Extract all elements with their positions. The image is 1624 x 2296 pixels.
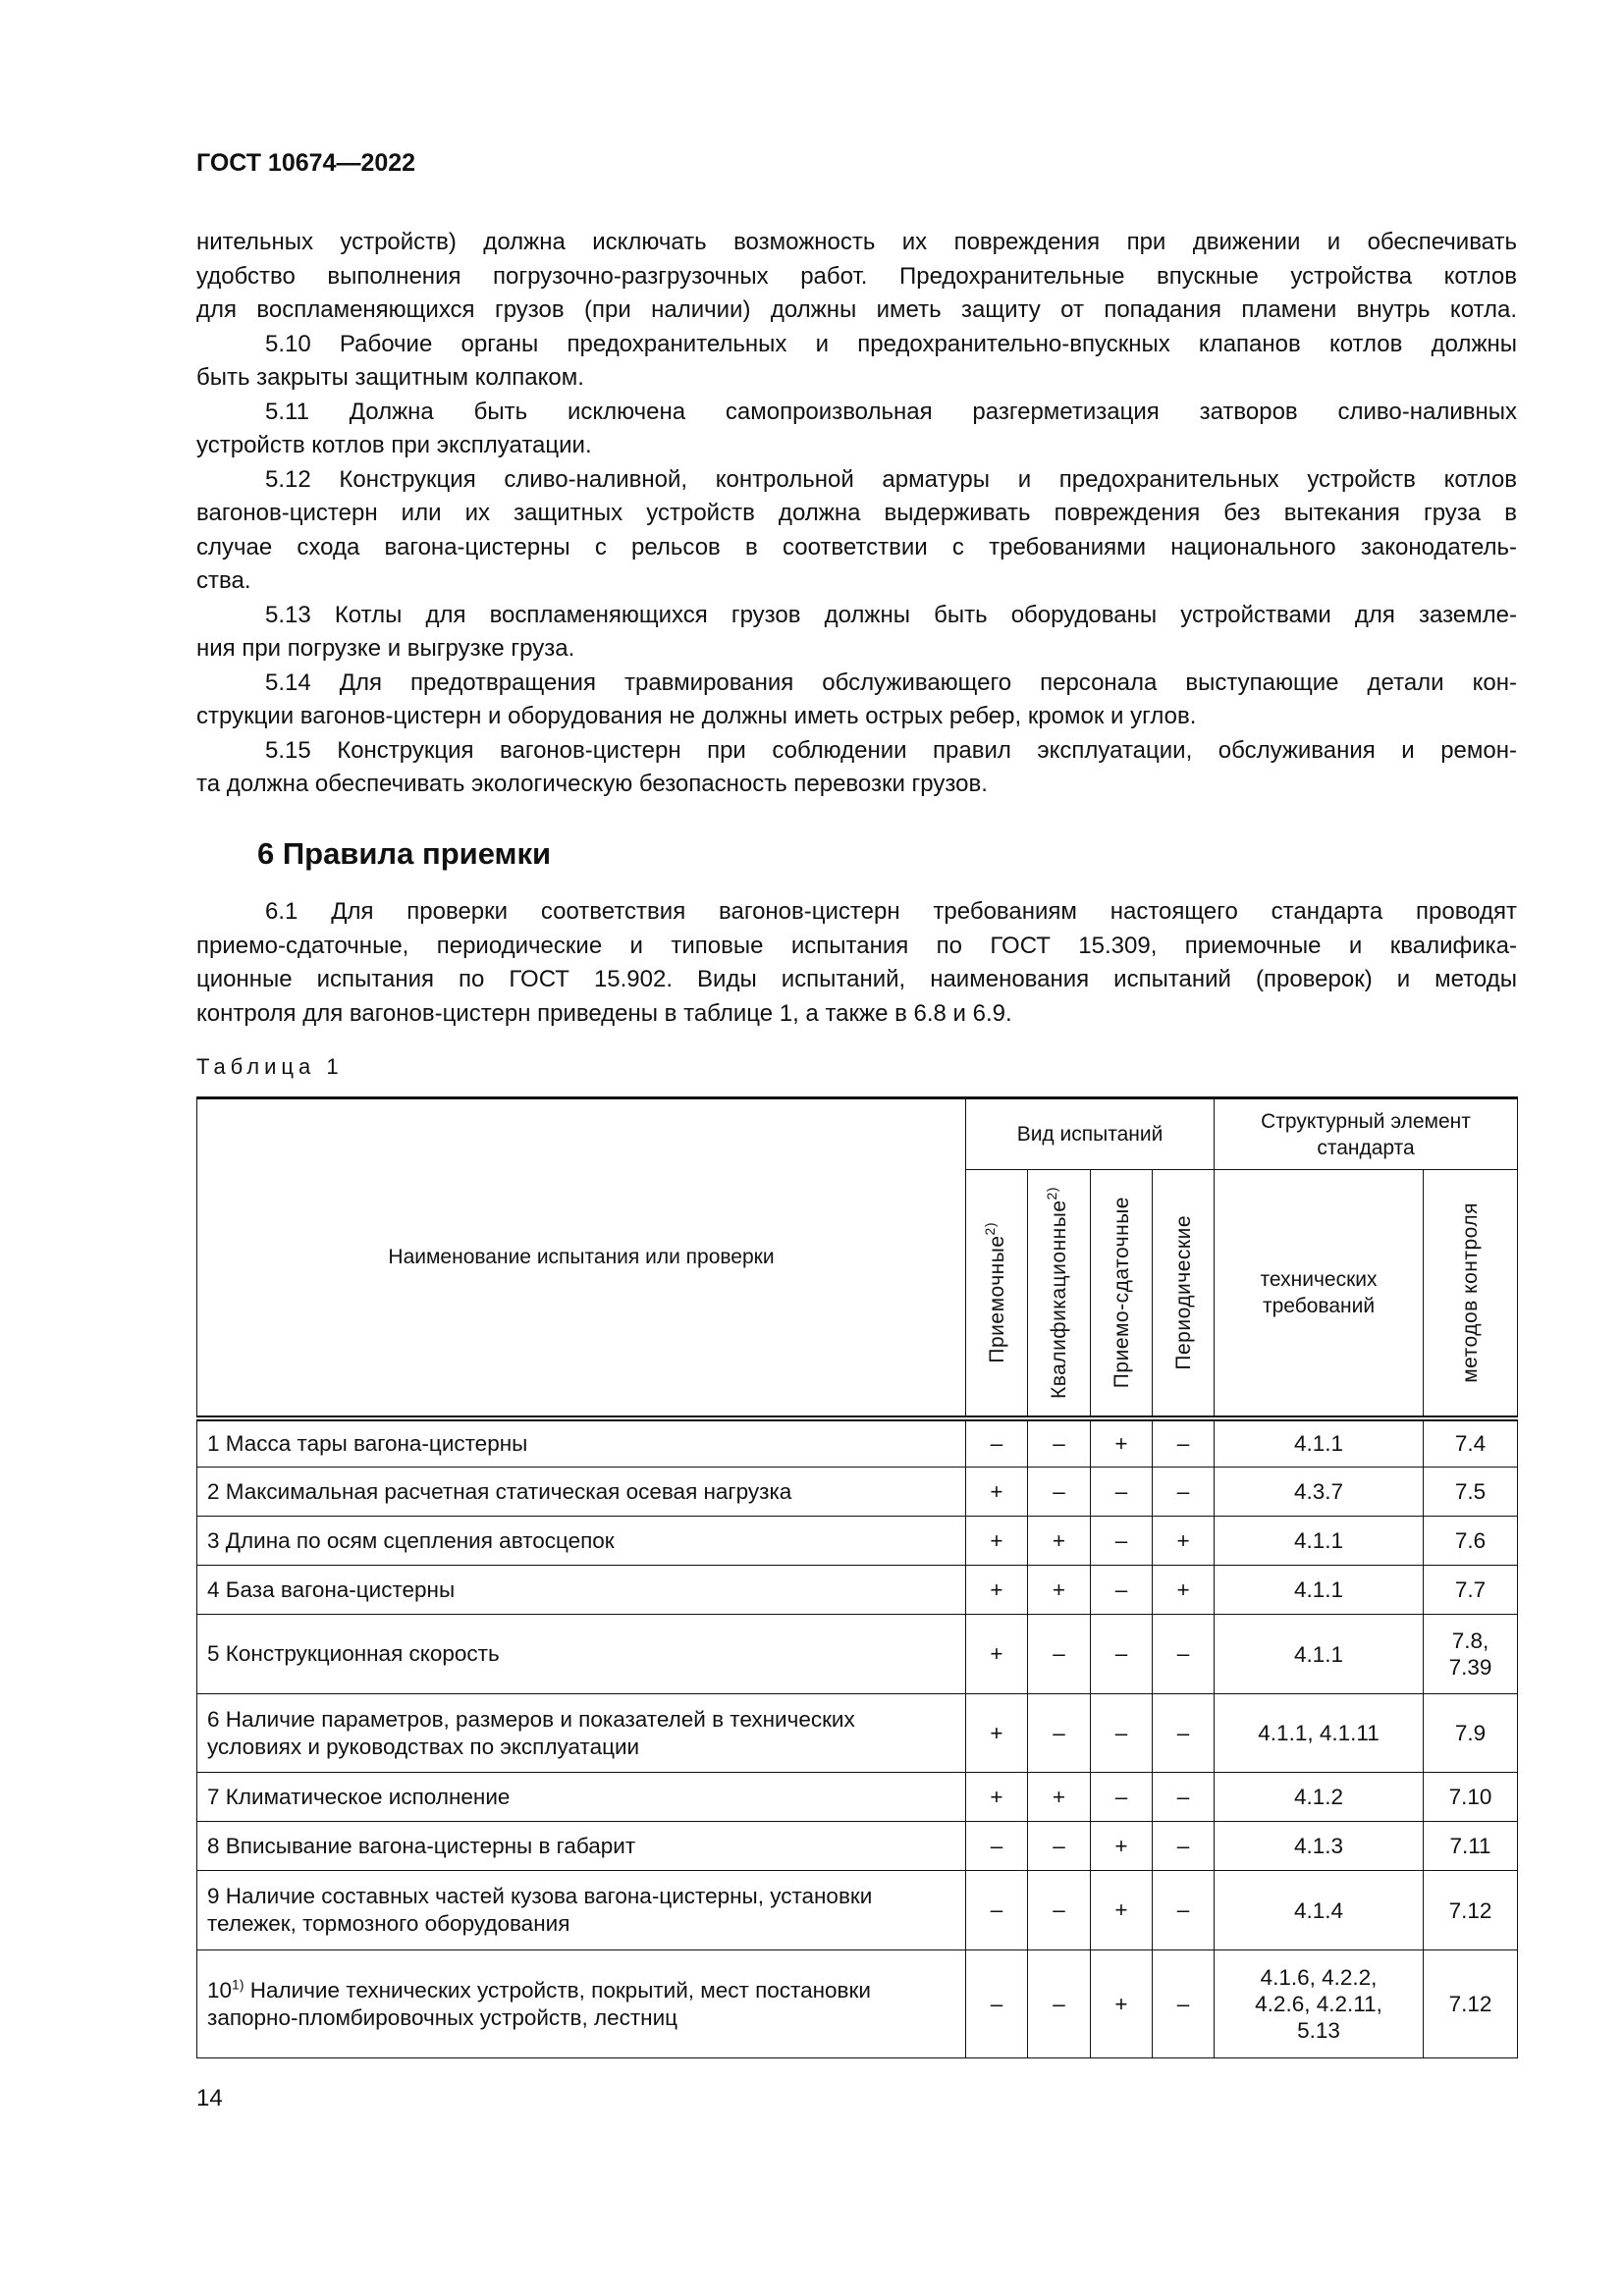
test-type-mark: – <box>1153 1418 1215 1468</box>
paragraph-line: вагонов-цистерн или их защитных устройств должна выдерживать повреждения без вытекания груза в <box>196 500 1517 526</box>
header-qualification: Квалификационные$^{2)}$ <box>1028 1170 1091 1418</box>
test-type-mark: – <box>1091 1773 1153 1822</box>
test-name: Масса тары вагона-цистерны <box>225 1430 528 1456</box>
test-name-cell <box>197 1615 966 1694</box>
test-name-cell <box>197 1871 966 1950</box>
test-type-mark: + <box>1091 1418 1153 1468</box>
test-type-mark: + <box>966 1773 1028 1822</box>
paragraph-line: ства. <box>196 567 251 594</box>
test-name: Наличие параметров, размеров и показателей в технических условиях и руководствах по эксплуатации <box>207 1706 855 1759</box>
paragraph-line: струкции вагонов-цистерн и оборудования не должны иметь острых ребер, кромок и углов. <box>196 703 1197 729</box>
test-type-mark: – <box>1153 1468 1215 1517</box>
test-type-mark: + <box>1028 1517 1091 1566</box>
table-row <box>197 1615 1518 1694</box>
header-handover: Приемо-сдаточные <box>1091 1170 1153 1418</box>
control-method-cell: 7.7 <box>1424 1566 1518 1615</box>
test-type-mark: – <box>1091 1517 1153 1566</box>
test-type-mark: + <box>1153 1517 1215 1566</box>
test-type-mark: + <box>966 1615 1028 1694</box>
test-type-mark: – <box>1091 1468 1153 1517</box>
tech-req-cell: 4.3.7 <box>1215 1468 1424 1517</box>
section-title: 6 Правила приемки <box>257 836 552 871</box>
paragraph-line: 5.14 Для предотвращения травмирования обслуживающего персонала выступающие детали кон- <box>265 668 1517 696</box>
paragraph-line: 5.15 Конструкция вагонов-цистерн при соблюдении правил эксплуатации, обслуживания и ремон- <box>265 736 1517 764</box>
control-method-cell: 7.9 <box>1424 1694 1518 1773</box>
header-periodic: Периодические <box>1153 1170 1215 1418</box>
row-number: 8 <box>207 1833 220 1858</box>
paragraph-line: контроля для вагонов-цистерн приведены в таблице 1, а также в 6.8 и 6.9. <box>196 999 1012 1027</box>
test-type-mark: – <box>1091 1615 1153 1694</box>
row-number: 3 <box>207 1527 220 1553</box>
paragraph-line: 5.12 Конструкция сливо-наливной, контрольной арматуры и предохранительных устройств котлов <box>265 465 1517 493</box>
paragraph-line: случае схода вагона-цистерны с рельсов в соответствии с требованиями национального законодатель- <box>196 533 1517 561</box>
test-name: Климатическое исполнение <box>225 1784 511 1809</box>
paragraph-line: удобство выполнения погрузочно-разгрузочных работ. Предохранительные впускные устройства котлов <box>196 262 1517 290</box>
test-name: База вагона-цистерны <box>225 1576 456 1602</box>
row-number: 1 <box>207 1430 220 1456</box>
test-name: Наличие составных частей кузова вагона-цистерны, установки тележек, тормозного оборудования <box>207 1884 873 1936</box>
test-type-mark: – <box>1028 1950 1091 2058</box>
row-number: 7 <box>207 1784 220 1809</box>
paragraph-line: устройств котлов при эксплуатации. <box>196 432 592 458</box>
test-type-mark: – <box>1153 1773 1215 1822</box>
control-method-cell: 7.12 <box>1424 1950 1518 2058</box>
body-text-top <box>196 226 1517 802</box>
test-type-mark: – <box>1091 1694 1153 1773</box>
tech-req-cell: 4.1.1, 4.1.11 <box>1215 1694 1424 1773</box>
test-type-mark: – <box>1028 1822 1091 1871</box>
test-type-mark: – <box>966 1871 1028 1950</box>
control-method-cell: 7.11 <box>1424 1822 1518 1871</box>
test-name: Вписывание вагона-цистерны в габарит <box>225 1833 636 1858</box>
test-name-cell <box>197 1418 966 1468</box>
tech-req-cell: 4.1.4 <box>1215 1871 1424 1950</box>
test-type-mark: – <box>1091 1566 1153 1615</box>
header-tech-req: технических требований <box>1215 1170 1424 1418</box>
tech-req-cell: 4.1.6, 4.2.2, 4.2.6, 4.2.11, 5.13 <box>1215 1950 1424 2058</box>
paragraph-line: 6.1 Для проверки соответствия вагонов-цистерн требованиям настоящего стандарта проводят <box>265 898 1517 925</box>
test-type-mark: + <box>966 1468 1028 1517</box>
paragraph-line: 5.10 Рабочие органы предохранительных и предохранительно-впускных клапанов котлов должны <box>265 330 1517 357</box>
test-name-cell <box>197 1566 966 1615</box>
test-type-mark: – <box>1153 1950 1215 2058</box>
test-type-mark: + <box>1028 1773 1091 1822</box>
test-type-mark: + <box>966 1694 1028 1773</box>
paragraph-line: быть закрыты защитным колпаком. <box>196 364 584 391</box>
row-number: 5 <box>207 1641 220 1666</box>
test-name: Максимальная расчетная статическая осевая нагрузка <box>225 1478 792 1504</box>
table-row <box>197 1566 1518 1615</box>
test-type-mark: – <box>1153 1871 1215 1950</box>
control-method-cell: 7.4 <box>1424 1418 1518 1468</box>
test-type-mark: + <box>966 1566 1028 1615</box>
test-type-mark: – <box>1028 1615 1091 1694</box>
test-name-cell <box>197 1822 966 1871</box>
control-method-cell: 7.5 <box>1424 1468 1518 1517</box>
table-row <box>197 1468 1518 1517</box>
test-type-mark: + <box>1091 1871 1153 1950</box>
test-name: Конструкционная скорость <box>225 1641 500 1666</box>
body-text-section <box>196 895 1517 1031</box>
test-type-mark: + <box>1153 1566 1215 1615</box>
test-type-mark: – <box>1153 1615 1215 1694</box>
test-type-mark: + <box>966 1517 1028 1566</box>
row-number: 2 <box>207 1478 220 1504</box>
control-method-cell: 7.12 <box>1424 1871 1518 1950</box>
test-name-cell <box>197 1694 966 1773</box>
test-type-mark: – <box>1028 1694 1091 1773</box>
test-type-mark: – <box>966 1418 1028 1468</box>
paragraph-line: 5.11 Должна быть исключена самопроизвольная разгерметизация затворов сливо-наливных <box>265 398 1517 425</box>
table-row <box>197 1694 1518 1773</box>
test-type-mark: + <box>1091 1822 1153 1871</box>
table-row <box>197 1517 1518 1566</box>
test-type-mark: – <box>1153 1694 1215 1773</box>
header-name: Наименование испытания или проверки <box>197 1098 966 1418</box>
table-row <box>197 1418 1518 1468</box>
test-type-mark: + <box>1091 1950 1153 2058</box>
paragraph-line: нительных устройств) должна исключать возможность их повреждения при движении и обеспечивать <box>196 229 1517 255</box>
test-name-cell <box>197 1950 966 2058</box>
paragraph-line: ния при погрузке и выгрузке груза. <box>196 635 575 662</box>
table-row <box>197 1822 1518 1871</box>
test-type-mark: – <box>1153 1822 1215 1871</box>
footnote-ref: 1) <box>232 1976 244 1992</box>
control-method-cell: 7.10 <box>1424 1773 1518 1822</box>
test-type-mark: + <box>1028 1566 1091 1615</box>
paragraph-line: приемо-сдаточные, периодические и типовые испытания по ГОСТ 15.309, приемочные и квалифика- <box>196 932 1517 959</box>
paragraph-line: ционные испытания по ГОСТ 15.902. Виды испытаний, наименования испытаний (проверок) и методы <box>196 966 1517 992</box>
test-name-cell <box>197 1773 966 1822</box>
test-type-mark: – <box>1028 1871 1091 1950</box>
tech-req-cell: 4.1.1 <box>1215 1418 1424 1468</box>
tech-req-cell: 4.1.1 <box>1215 1517 1424 1566</box>
document-code-header: ГОСТ 10674—2022 <box>196 149 416 177</box>
header-control-methods: методов контроля <box>1424 1170 1518 1418</box>
table-row <box>197 1950 1518 2058</box>
test-type-mark: – <box>966 1822 1028 1871</box>
tech-req-cell: 4.1.2 <box>1215 1773 1424 1822</box>
header-acceptance: Приемочные$^{2)}$ <box>966 1170 1028 1418</box>
test-type-mark: – <box>1028 1418 1091 1468</box>
tech-req-cell: 4.1.3 <box>1215 1822 1424 1871</box>
control-method-cell: 7.6 <box>1424 1517 1518 1566</box>
table-row <box>197 1871 1518 1950</box>
test-name-cell <box>197 1517 966 1566</box>
paragraph-line: для воспламеняющихся грузов (при наличии) должны иметь защиту от попадания пламени внутрь котла. <box>196 296 1517 323</box>
tech-req-cell: 4.1.1 <box>1215 1566 1424 1615</box>
row-number: 10 <box>207 1977 233 2002</box>
header-structural-element: Структурный элемент стандарта <box>1215 1098 1518 1170</box>
test-name-cell <box>197 1468 966 1517</box>
test-type-mark: – <box>1028 1468 1091 1517</box>
row-number: 6 <box>207 1706 220 1732</box>
control-method-cell: 7.8, 7.39 <box>1424 1615 1518 1694</box>
test-name: Длина по осям сцепления автосцепок <box>225 1527 615 1553</box>
paragraph-line: та должна обеспечивать экологическую безопасность перевозки грузов. <box>196 771 988 797</box>
row-number: 9 <box>207 1884 220 1908</box>
table-caption: Таблица 1 <box>196 1054 344 1079</box>
row-number: 4 <box>207 1576 220 1602</box>
table-row <box>197 1773 1518 1822</box>
table-1 <box>196 1096 1518 2058</box>
header-test-types: Вид испытаний <box>966 1098 1215 1170</box>
page-number: 14 <box>196 2085 223 2111</box>
tech-req-cell: 4.1.1 <box>1215 1615 1424 1694</box>
test-type-mark: – <box>966 1950 1028 2058</box>
test-name: Наличие технических устройств, покрытий, мест постановки запорно-пломбировочных устройств, лестниц <box>207 1977 871 2030</box>
paragraph-line: 5.13 Котлы для воспламеняющихся грузов должны быть оборудованы устройствами для заземле- <box>265 601 1517 628</box>
